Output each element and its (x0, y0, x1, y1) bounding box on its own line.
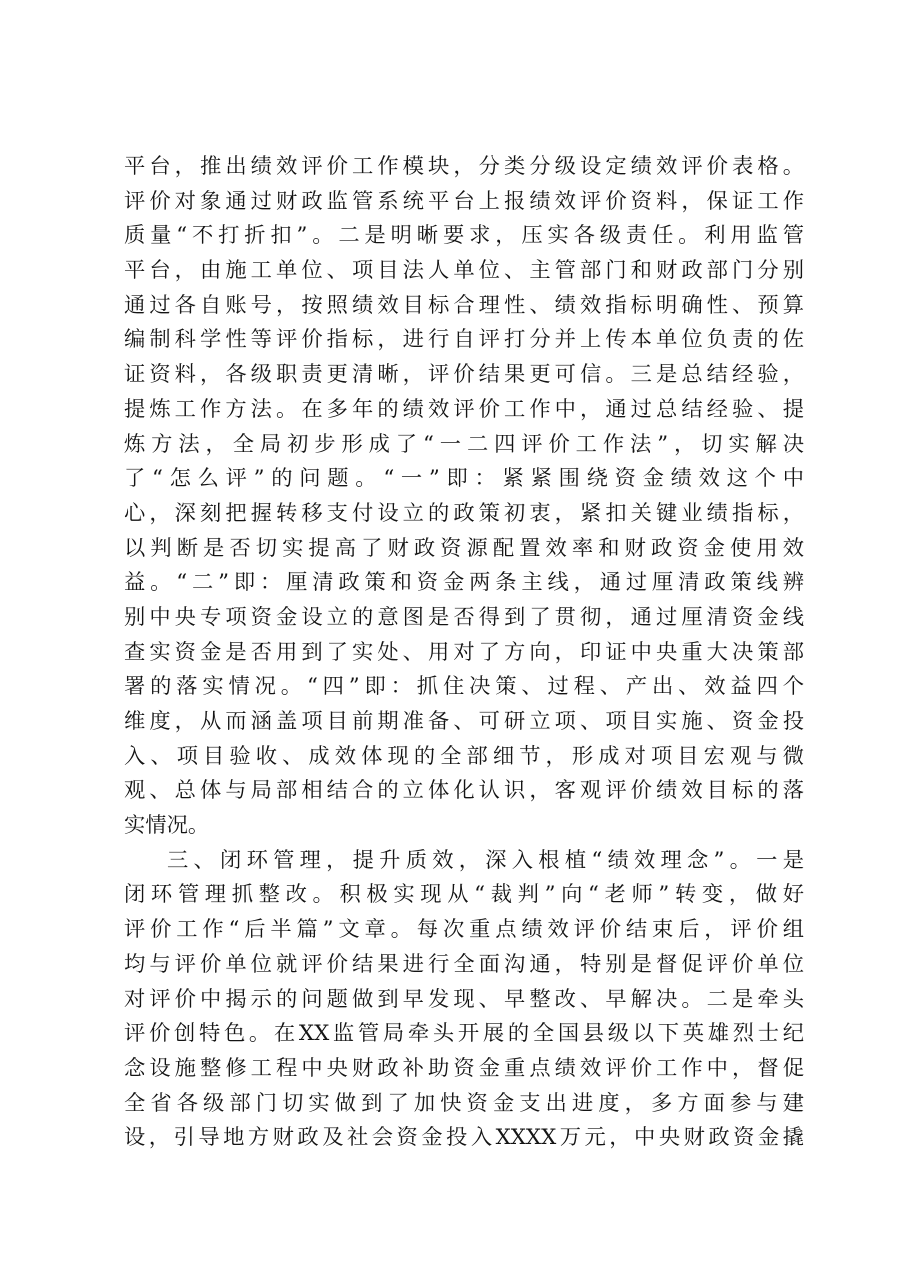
text-line: 编制科学性等评价指标，进行自评打分并上传本单位负责的佐 (124, 327, 804, 353)
text-line: 益。“二”即：厘清政策和资金两条主线，通过厘清政策线辨 (124, 570, 804, 596)
text-line: 提炼工作方法。在多年的绩效评价工作中，通过总结经验、提 (124, 396, 804, 422)
text-line: 观、总体与局部相结合的立体化认识，客观评价绩效目标的落 (124, 778, 804, 804)
text-line: 设，引导地方财政及社会资金投入XXXX万元，中央财政资金撬 (124, 1125, 804, 1151)
text-line: 念设施整修工程中央财政补助资金重点绩效评价工作中，督促 (124, 1055, 804, 1081)
text-line: 均与评价单位就评价结果进行全面沟通，特别是督促评价单位 (124, 951, 804, 977)
text-line: 炼方法，全局初步形成了“一二四评价工作法”，切实解决 (124, 431, 804, 457)
text-line: 署的落实情况。“四”即：抓住决策、过程、产出、效益四个 (124, 674, 804, 700)
text-line: 评价创特色。在XX监管局牵头开展的全国县级以下英雄烈士纪 (124, 1021, 804, 1047)
body-text (124, 150, 804, 1156)
text-line: 了“怎么评”的问题。“一”即：紧紧围绕资金绩效这个中 (124, 466, 804, 492)
text-line-paragraph-end: 实情况。 (124, 813, 210, 839)
text-line: 以判断是否切实提高了财政资源配置效率和财政资金使用效 (124, 535, 804, 561)
text-line: 入、项目验收、成效体现的全部细节，形成对项目宏观与微 (124, 743, 804, 769)
text-line: 证资料，各级职责更清晰，评价结果更可信。三是总结经验， (124, 362, 804, 388)
text-line: 维度，从而涵盖项目前期准备、可研立项、项目实施、资金投 (124, 709, 804, 734)
text-line-paragraph-start: 三、闭环管理，提升质效，深入根植“绩效理念”。一是 (167, 847, 804, 873)
text-line: 查实资金是否用到了实处、用对了方向，印证中央重大决策部 (124, 639, 804, 665)
text-line: 全省各级部门切实做到了加快资金支出进度，多方面参与建 (124, 1090, 804, 1116)
text-line: 评价工作“后半篇”文章。每次重点绩效评价结束后，评价组 (124, 917, 804, 943)
text-line: 对评价中揭示的问题做到早发现、早整改、早解决。二是牵头 (124, 986, 804, 1012)
text-line: 平台，由施工单位、项目法人单位、主管部门和财政部门分别 (124, 258, 804, 284)
text-line: 闭环管理抓整改。积极实现从“裁判”向“老师”转变，做好 (124, 882, 804, 908)
text-line: 心，深刻把握转移支付设立的政策初衷，紧扣关键业绩指标， (124, 500, 804, 526)
text-line: 别中央专项资金设立的意图是否得到了贯彻，通过厘清资金线 (124, 604, 804, 630)
text-line: 评价对象通过财政监管系统平台上报绩效评价资料，保证工作 (124, 188, 804, 214)
text-line: 质量“不打折扣”。二是明晰要求，压实各级责任。利用监管 (124, 223, 804, 249)
text-line: 通过各自账号，按照绩效目标合理性、绩效指标明确性、预算 (124, 292, 804, 318)
text-line: 平台，推出绩效评价工作模块，分类分级设定绩效评价表格。 (124, 154, 804, 179)
